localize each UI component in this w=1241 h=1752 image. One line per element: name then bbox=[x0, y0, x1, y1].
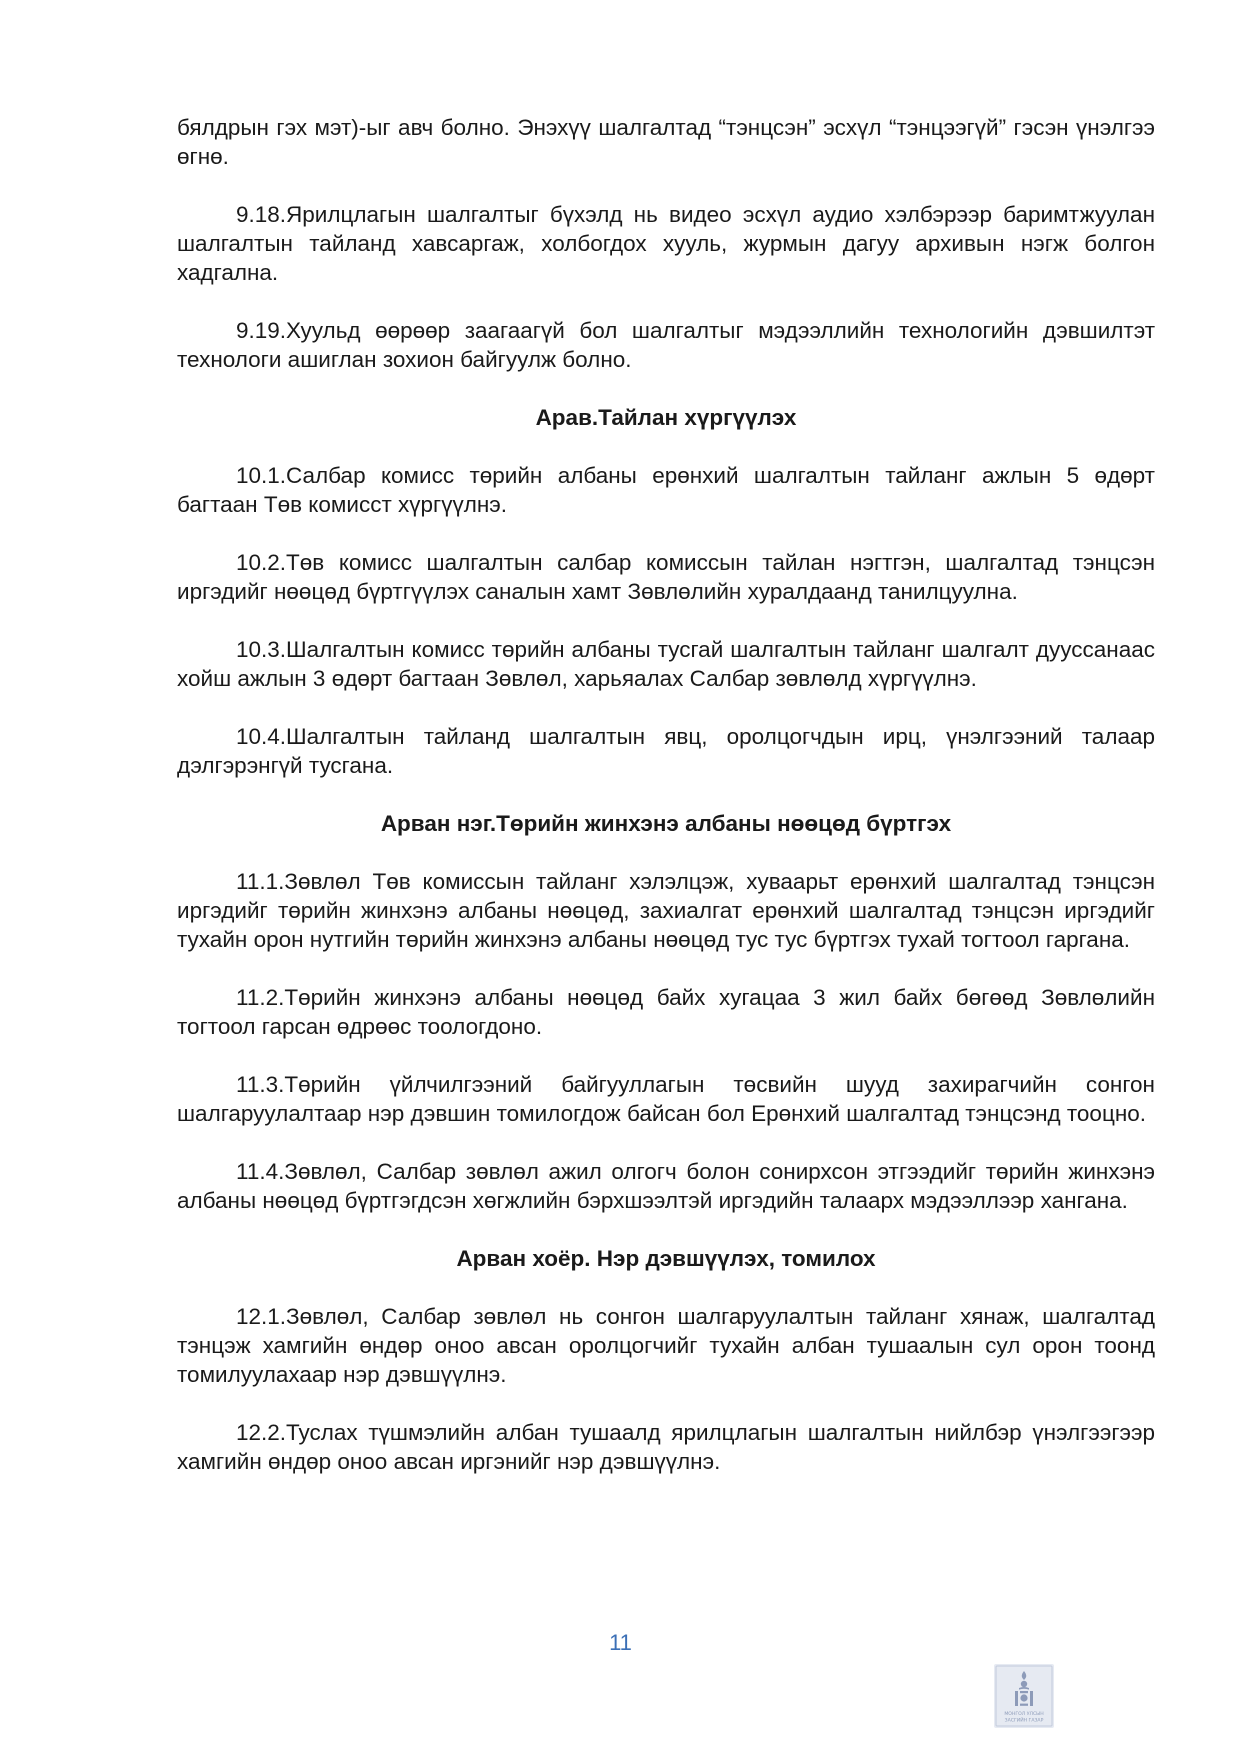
soyombo-seal-icon bbox=[994, 1664, 1054, 1728]
paragraph-11-1: 11.1.Зөвлөл Төв комиссын тайланг хэлэлцэж, хуваарьт ерөнхий шалгалтад тэнцсэн иргэдийг төрийн жинхэнэ албаны нөөцөд, захиалгат ерөнхий шалгалтад тэнцсэн иргэдийг тухайн орон нутгийн төрийн жинхэнэ албаны нөөцөд тус тус бүртгэх тухай тогтоол гаргана. bbox=[177, 869, 1155, 952]
seal-caption-line1: МОНГОЛ УЛСЫН bbox=[1004, 1712, 1044, 1717]
paragraph-10-3: 10.3.Шалгалтын комисс төрийн албаны тусгай шалгалтын тайланг шалгалт дууссанаас хойш ажлын 3 өдөрт багтаан Зөвлөл, харьяалах Салбар зөвлөлд хүргүүлнэ. bbox=[177, 637, 1155, 691]
paragraph-12-2: 12.2.Туслах түшмэлийн албан тушаалд ярилцлагын шалгалтын нийлбэр үнэлгээгээр хамгийн өндөр оноо авсан иргэнийг нэр дэвшүүлнэ. bbox=[177, 1420, 1155, 1474]
paragraph-11-3: 11.3.Төрийн үйлчилгээний байгууллагын төсвийн шууд захирагчийн сонгон шалгаруулалтаар нэр дэвшин томилогдож байсан бол Ерөнхий шалгалтад тэнцсэнд тооцно. bbox=[177, 1072, 1155, 1126]
paragraph-12-1: 12.1.Зөвлөл, Салбар зөвлөл нь сонгон шалгаруулалтын тайланг хянаж, шалгалтад тэнцэж хамгийн өндөр оноо авсан оролцогчийг тухайн албан тушаалын сул орон тоонд томилуулахаар нэр дэвшүүлнэ. bbox=[177, 1304, 1155, 1387]
page-number: 11 bbox=[609, 1630, 632, 1655]
section-11-heading: Арван нэг.Төрийн жинхэнэ албаны нөөцөд бүртгэх bbox=[380, 811, 952, 836]
paragraph-11-2: 11.2.Төрийн жинхэнэ албаны нөөцөд байх хугацаа 3 жил байх бөгөөд Зөвлөлийн тогтоол гарсан өдрөөс тоологдоно. bbox=[177, 985, 1155, 1039]
paragraph-10-2: 10.2.Төв комисс шалгалтын салбар комиссын тайлан нэгтгэн, шалгалтад тэнцсэн иргэдийг нөөцөд бүртгүүлэх саналын хамт Зөвлөлийн хуралдаанд танилцуулна. bbox=[177, 550, 1155, 604]
section-10-heading: Арав.Тайлан хүргүүлэх bbox=[535, 405, 797, 430]
document-body bbox=[177, 113, 1155, 1505]
section-12-heading: Арван хоёр. Нэр дэвшүүлэх, томилох bbox=[456, 1246, 876, 1271]
paragraph-11-4: 11.4.Зөвлөл, Салбар зөвлөл ажил олгогч болон сонирхсон этгээдийг төрийн жинхэнэ албаны нөөцөд бүртгэгдсэн хөгжлийн бэрхшээлтэй иргэдийн талаарх мэдээллээр хангана. bbox=[177, 1159, 1155, 1213]
paragraph-continuation: бялдрын гэх мэт)-ыг авч болно. Энэхүү шалгалтад “тэнцсэн” эсхүл “тэнцээгүй” гэсэн үнэлгээ өгнө. bbox=[177, 115, 1155, 169]
paragraph-10-4: 10.4.Шалгалтын тайланд шалгалтын явц, оролцогчдын ирц, үнэлгээний талаар дэлгэрэнгүй тусгана. bbox=[177, 724, 1155, 778]
seal-caption-line2: ЗАСГИЙН ГАЗАР bbox=[1004, 1718, 1044, 1724]
paragraph-10-1: 10.1.Салбар комисс төрийн албаны ерөнхий шалгалтын тайланг ажлын 5 өдөрт багтаан Төв комисст хүргүүлнэ. bbox=[177, 463, 1155, 517]
paragraph-9-19: 9.19.Хуульд өөрөөр заагаагүй бол шалгалтыг мэдээллийн технологийн дэвшилтэт технологи ашиглан зохион байгуулж болно. bbox=[177, 318, 1155, 372]
paragraph-9-18: 9.18.Ярилцлагын шалгалтыг бүхэлд нь видео эсхүл аудио хэлбэрээр баримтжуулан шалгалтын тайланд хавсаргаж, холбогдох хууль, журмын дагуу архивын нэгж болгон хадгална. bbox=[177, 202, 1155, 285]
